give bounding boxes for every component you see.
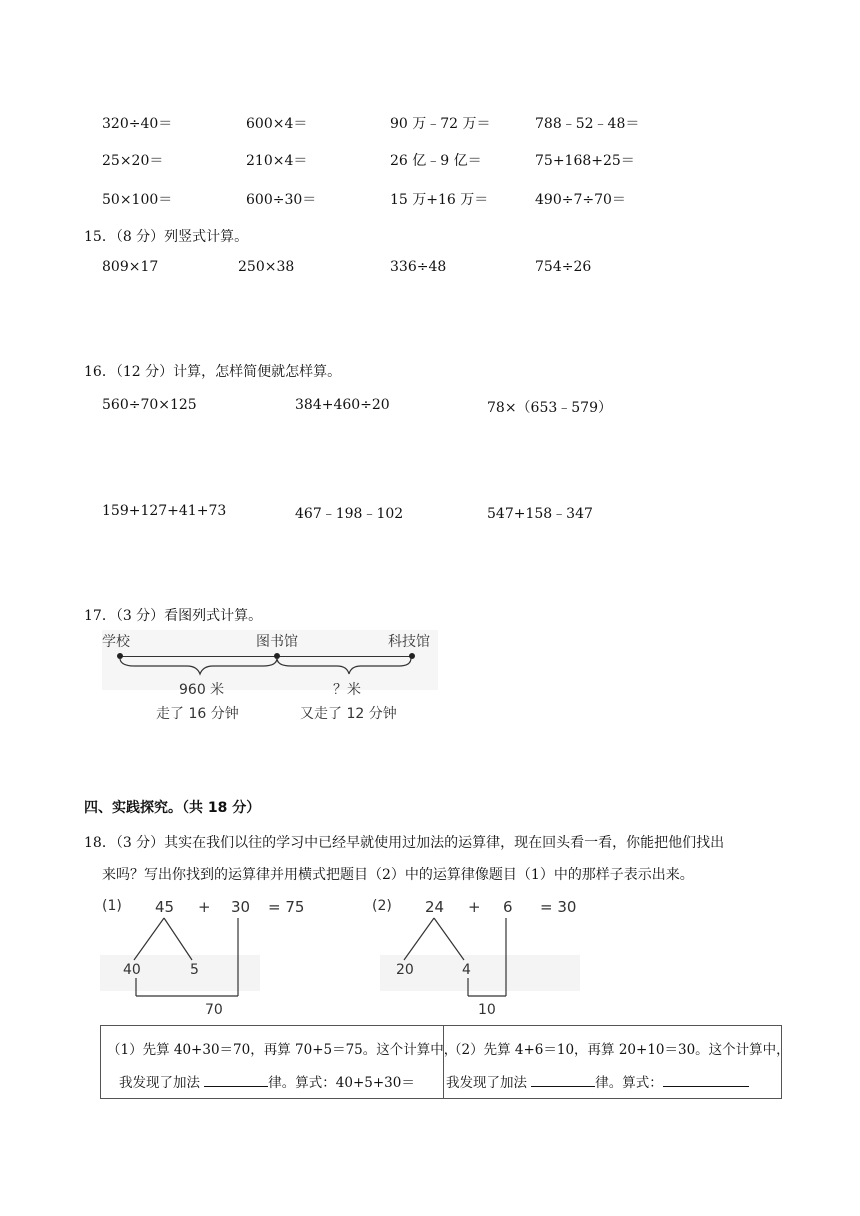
split-lines [390,916,520,998]
place-science-museum: 科技馆 [388,634,430,650]
q16-item: 547+158﹣347 [487,506,593,522]
split-part: 5 [190,962,199,978]
route-braces [115,656,420,678]
answer-cell-1 [101,1026,458,1098]
cell-text-answer-line [446,1071,749,1091]
equation-blank[interactable] [663,1072,749,1087]
time-1: 走了 16 分钟 [156,706,239,722]
distance-2: ？米 [333,682,361,698]
q16-item: 78×（653﹣579） [487,400,612,416]
q18-text-line2: 来吗？写出你找到的运算律并用横式把题目（2）中的运算律像题目（1）中的那样子表示出来。 [102,867,694,883]
partial-sum: 10 [478,1002,496,1018]
q16-title: 16．（12 分）计算，怎样简便就怎样算。 [84,364,342,380]
place-school: 学校 [102,634,130,650]
q16-item: 384+460÷20 [295,397,390,413]
time-2: 又走了 12 分钟 [300,706,397,722]
cell-text: （2）先算 4+6＝10，再算 20+10＝30。这个计算中， [448,1042,790,1058]
cell-text: （1）先算 40+30＝70，再算 70+5＝75。这个计算中， [107,1042,458,1058]
split-part: 20 [396,962,414,978]
answer-table [100,1025,790,1099]
cell-text: 我发现了加法 [119,1075,205,1091]
oral-item: 15 万+16 万＝ [390,192,489,208]
q15-item: 809×17 [102,259,159,275]
diagram-label: (1) [102,898,122,914]
oral-item: 90 万﹣72 万＝ [390,116,491,132]
plus-sign: + [198,898,211,916]
split-lines [120,916,250,998]
q15-item: 250×38 [238,259,295,275]
partial-sum: 70 [205,1002,223,1018]
oral-item: 26 亿﹣9 亿＝ [390,153,482,169]
answer-cell-2 [444,1026,790,1098]
oral-item: 600×4＝ [246,116,308,132]
cell-text: 我发现了加法 [446,1075,532,1091]
diagram-label: (2) [372,898,392,914]
oral-item: 788﹣52﹣48＝ [535,116,640,132]
cell-text: 律。算式： [595,1075,663,1091]
q15-title: 15．（8 分）列竖式计算。 [84,229,249,245]
oral-item: 50×100＝ [102,192,173,208]
q16-item: 467﹣198﹣102 [295,506,404,522]
q16-item: 159+127+41+73 [102,503,227,519]
law-name-blank[interactable] [204,1072,268,1087]
section-heading: 四、实践探究。（共 18 分） [84,800,261,816]
law-name-blank[interactable] [531,1072,595,1087]
addend-a: 24 [425,898,445,916]
q17-title: 17．（3 分）看图列式计算。 [84,608,263,624]
oral-item: 75+168+25＝ [535,153,635,169]
q18-text-line1: 18．（3 分）其实在我们以往的学习中已经早就使用过加法的运算律，现在回头看一看，你能把他们找出 [84,835,725,851]
plus-sign: + [468,898,481,916]
split-part: 4 [462,962,471,978]
result: = 30 [540,898,577,916]
cell-text-answer-line [119,1071,415,1091]
split-part: 40 [123,962,141,978]
oral-item: 25×20＝ [102,153,164,169]
place-library: 图书馆 [256,634,298,650]
oral-item: 600÷30＝ [246,192,317,208]
distance-1: 960 米 [179,682,225,698]
q15-item: 754÷26 [535,259,592,275]
oral-item: 320÷40＝ [102,116,173,132]
q16-item: 560÷70×125 [102,397,197,413]
addend-a: 45 [155,898,175,916]
q15-item: 336÷48 [390,259,447,275]
addend-b: 6 [503,898,513,916]
result: = 75 [268,898,305,916]
cell-text: 律。算式：40+5+30＝ [268,1075,415,1091]
oral-item: 490÷7÷70＝ [535,192,626,208]
oral-item: 210×4＝ [246,153,308,169]
addend-b: 30 [231,898,251,916]
